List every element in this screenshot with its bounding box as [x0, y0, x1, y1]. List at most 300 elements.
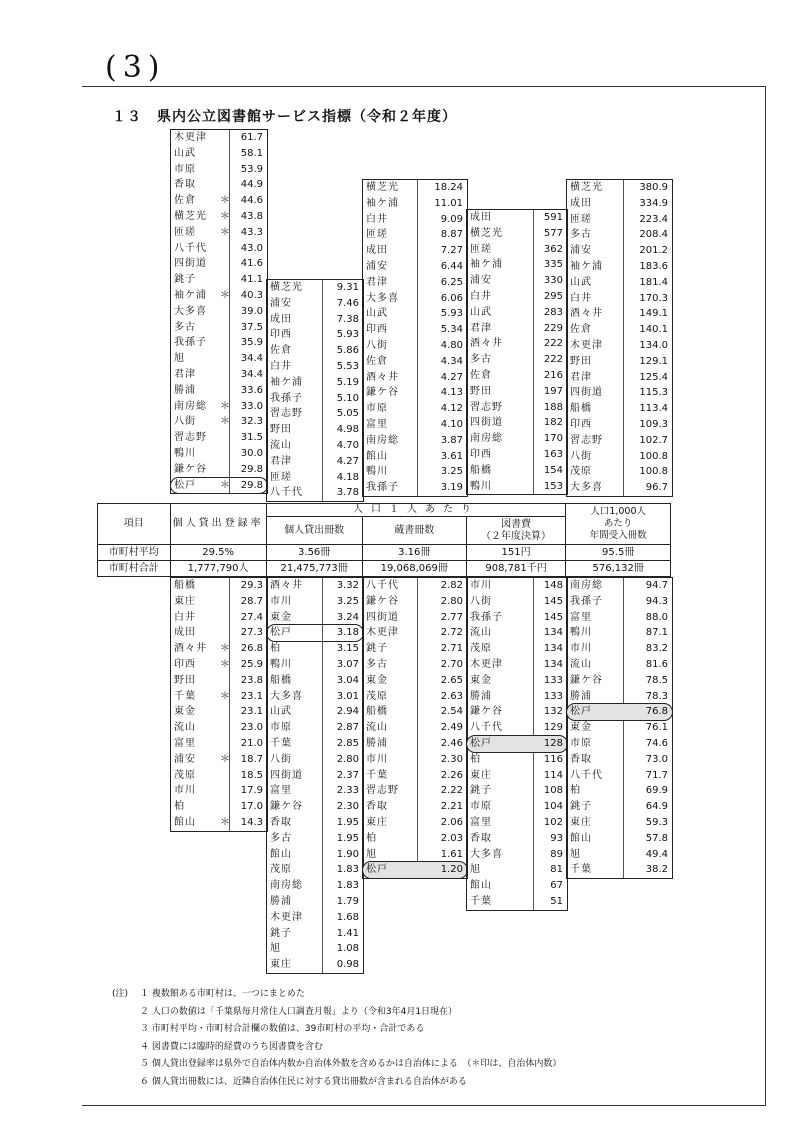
indicator-value: 2.21: [440, 801, 463, 813]
indicator-value: 128: [543, 737, 563, 749]
ranking-row: [171, 704, 267, 720]
indicator-value: 170.3: [639, 292, 668, 304]
indicator-value: 33.6: [240, 384, 263, 396]
municipality-name: 横芝光: [570, 182, 603, 193]
ranking-row: [567, 212, 672, 228]
municipality-name: 八千代: [470, 722, 503, 734]
indicator-value: 3.24: [336, 611, 359, 623]
ranking-row: [363, 433, 467, 449]
municipality-name: 成田: [470, 212, 492, 223]
indicator-value: 1.95: [336, 832, 359, 844]
indicator-value: 4.27: [440, 371, 463, 383]
ranking-row: [567, 417, 672, 433]
indicator-value: 7.27: [440, 245, 463, 257]
ranking-row: [467, 862, 567, 878]
ranking-row: [267, 610, 363, 626]
indicator-value: 25.9: [240, 658, 263, 670]
holdings-header: 蔵書冊数: [362, 517, 466, 545]
ranking-row: [363, 322, 467, 338]
municipality-name: 東庄: [270, 959, 292, 971]
municipality-name: 南房総: [270, 880, 303, 892]
ranking-row: [467, 368, 567, 384]
municipality-name: 匝瑳: [470, 243, 492, 255]
ranking-row: [363, 370, 467, 386]
municipality-name: 袖ケ浦: [570, 260, 603, 272]
ranking-row: [567, 752, 672, 768]
municipality-name: 千葉: [270, 737, 292, 749]
indicator-value: 53.9: [240, 163, 263, 175]
municipality-name: 流山: [470, 627, 492, 639]
municipality-name: 多古: [174, 321, 196, 333]
ranking-row: [171, 335, 267, 351]
municipality-name: 白井: [270, 360, 292, 372]
ranking-row: [467, 831, 567, 847]
ranking-row: [267, 343, 363, 359]
indicator-value: 113.4: [639, 403, 668, 415]
municipality-name: 鴨川: [366, 466, 388, 478]
indicator-value: 163: [543, 448, 563, 460]
ranking-row: [467, 447, 567, 463]
ranking-row: [467, 736, 567, 752]
indicator-value: 89: [550, 848, 563, 860]
ranking-row: [363, 594, 467, 610]
ranking-row: [567, 306, 672, 322]
municipality-name: 木更津: [570, 339, 603, 351]
ranking-row: [567, 370, 672, 386]
ranking-row: [567, 180, 672, 196]
indicator-value: 51: [550, 895, 563, 907]
ranking-row: [171, 689, 267, 705]
municipality-name: 酒々井: [174, 643, 207, 655]
indicator-value: 3.25: [440, 466, 463, 478]
indicator-value: 129.1: [639, 355, 668, 367]
ranking-row: [567, 354, 672, 370]
ranking-row: [467, 257, 567, 273]
acquisitions-header-line1: 人口1,000人: [590, 506, 647, 517]
municipality-name: 鎌ケ谷: [366, 387, 399, 399]
ranking-row: [467, 752, 567, 768]
municipality-name: 銚子: [270, 927, 292, 939]
ranking-row: [171, 578, 267, 594]
indicator-value: 34.4: [240, 353, 263, 365]
in-municipality-mark: ＊: [220, 816, 230, 828]
municipality-name: 流山: [270, 439, 292, 451]
ranking-row: [567, 657, 672, 673]
indicator-value: 104: [543, 801, 563, 813]
ranking-row: [267, 312, 363, 328]
municipality-name: 山武: [570, 276, 592, 288]
indicator-value: 29.8: [240, 463, 263, 475]
municipality-name: 習志野: [470, 401, 503, 413]
ranking-row: [467, 479, 567, 495]
indicator-value: 330: [543, 275, 563, 287]
indicator-value: 1.83: [336, 864, 359, 876]
indicator-value: 4.12: [440, 403, 463, 415]
municipality-name: 市原: [270, 722, 292, 734]
municipality-name: 東庄: [174, 595, 196, 607]
ranking-row: [267, 720, 363, 736]
ranking-row: [363, 401, 467, 417]
indicator-value: 31.5: [240, 432, 263, 444]
municipality-name: 野田: [470, 385, 492, 397]
ranking-row: [171, 351, 267, 367]
municipality-name: 印西: [570, 418, 592, 430]
ranking-row: [363, 815, 467, 831]
municipality-name: 旭: [270, 943, 281, 955]
indicator-value: 26.8: [240, 643, 263, 655]
ranking-row: [363, 354, 467, 370]
note-4: ４ 図書費には臨時的経費のうち図書費を含む: [140, 1041, 323, 1052]
municipality-name: 東庄: [366, 816, 388, 828]
municipality-name: 山武: [366, 308, 388, 320]
indicator-value: 5.10: [336, 392, 359, 404]
ranking-row: [267, 470, 363, 486]
municipality-name: 浦安: [470, 275, 492, 287]
municipality-name: 千葉: [366, 769, 388, 781]
municipality-name: 鴨川: [174, 447, 196, 459]
ranking-row: [267, 391, 363, 407]
indicator-value: 108: [543, 785, 563, 797]
ranking-row: [171, 815, 267, 831]
indicator-value: 2.71: [440, 643, 463, 655]
ranking-row: [171, 657, 267, 673]
indicator-value: 5.93: [440, 308, 463, 320]
ranking-row: [467, 878, 567, 894]
municipality-name: 勝浦: [470, 690, 492, 702]
municipality-name: 四街道: [174, 258, 207, 270]
municipality-name: 東金: [570, 722, 592, 734]
indicator-value: 208.4: [639, 229, 668, 241]
municipality-name: 千葉: [470, 895, 492, 907]
municipality-name: 市川: [366, 753, 388, 765]
acquisitions-header: [566, 504, 671, 545]
municipality-name: 我孫子: [174, 337, 207, 349]
municipality-name: 富里: [270, 785, 292, 797]
municipality-name: 印西: [174, 658, 196, 670]
ranking-row: [171, 130, 267, 146]
in-municipality-mark: ＊: [220, 479, 230, 491]
indicator-value: 57.8: [645, 832, 668, 844]
ranking-row: [467, 336, 567, 352]
ranking-row: [171, 320, 267, 336]
ranking-row: [467, 783, 567, 799]
ranking-row: [467, 894, 567, 910]
ranking-row: [171, 272, 267, 288]
ranking-row: [363, 673, 467, 689]
ranking-row: [171, 462, 267, 478]
municipality-name: 八街: [270, 753, 292, 765]
ranking-row: [467, 594, 567, 610]
ranking-row: [363, 847, 467, 863]
in-municipality-mark: ＊: [220, 210, 230, 222]
ranking-row: [267, 689, 363, 705]
indicator-value: 94.3: [645, 595, 668, 607]
in-municipality-mark: ＊: [220, 195, 230, 207]
indicator-value: 3.01: [336, 690, 359, 702]
indicator-value: 28.7: [240, 595, 263, 607]
municipality-name: 市原: [366, 403, 388, 415]
ranking-row: [567, 259, 672, 275]
indicator-value: 49.4: [645, 848, 668, 860]
indicator-value: 40.3: [240, 289, 263, 301]
indicator-value: 3.87: [440, 434, 463, 446]
indicator-value: 61.7: [240, 132, 263, 143]
municipality-name: 流山: [366, 722, 388, 734]
municipality-name: 大多喜: [470, 848, 503, 860]
ranking-row: [467, 321, 567, 337]
ranking-row: [467, 384, 567, 400]
loans-per-capita-upper-list: [266, 279, 364, 502]
ranking-row: [363, 736, 467, 752]
ranking-row: [363, 625, 467, 641]
municipality-name: 浦安: [366, 260, 388, 272]
item-header: 項目: [98, 504, 171, 545]
ranking-row: [171, 610, 267, 626]
page-tag: (3): [105, 50, 166, 85]
ranking-row: [363, 657, 467, 673]
indicator-value: 81: [550, 864, 563, 876]
indicator-value: 8.87: [440, 229, 463, 241]
indicator-value: 140.1: [639, 324, 668, 336]
indicator-value: 78.5: [645, 674, 668, 686]
indicator-value: 5.53: [336, 360, 359, 372]
municipality-name: 柏: [470, 753, 481, 765]
ranking-row: [267, 831, 363, 847]
municipality-name: 大多喜: [174, 305, 207, 317]
indicator-value: 2.33: [336, 785, 359, 797]
ranking-row: [267, 752, 363, 768]
indicator-value: 6.44: [440, 260, 463, 272]
municipality-name: 四街道: [570, 387, 603, 399]
ranking-row: [567, 704, 672, 720]
ranking-row: [171, 383, 267, 399]
municipality-name: 香取: [366, 801, 388, 813]
ranking-row: [267, 327, 363, 343]
indicator-value: 145: [543, 595, 563, 607]
municipality-name: 習志野: [570, 434, 603, 446]
indicator-value: 3.78: [336, 487, 359, 499]
indicator-value: 591: [543, 212, 563, 223]
ranking-row: [467, 463, 567, 479]
indicator-value: 32.3: [240, 416, 263, 428]
indicator-value: 100.8: [639, 466, 668, 478]
indicator-value: 5.86: [336, 345, 359, 357]
municipality-name: 千葉: [570, 864, 592, 876]
ranking-row: [467, 847, 567, 863]
municipality-name: 市川: [570, 643, 592, 655]
ranking-row: [171, 783, 267, 799]
indicator-value: 149.1: [639, 308, 668, 320]
total-holdings: 19,068,069冊: [362, 561, 466, 577]
indicator-value: 132: [543, 706, 563, 718]
ranking-row: [363, 783, 467, 799]
indicator-value: 2.26: [440, 769, 463, 781]
municipality-name: 松戸: [570, 706, 592, 718]
ranking-row: [171, 225, 267, 241]
municipality-name: 白井: [174, 611, 196, 623]
avg-label: 市町村平均: [98, 545, 171, 561]
municipality-name: 匝瑳: [270, 471, 292, 483]
ranking-row: [171, 673, 267, 689]
ranking-row: [567, 689, 672, 705]
ranking-row: [267, 641, 363, 657]
municipality-name: 旭: [570, 848, 581, 860]
in-municipality-mark: ＊: [220, 289, 230, 301]
indicator-value: 5.93: [336, 329, 359, 341]
ranking-row: [363, 689, 467, 705]
ranking-row: [467, 657, 567, 673]
ranking-row: [567, 610, 672, 626]
indicator-value: 133: [543, 674, 563, 686]
municipality-name: 浦安: [270, 297, 292, 309]
municipality-name: 酒々井: [470, 338, 503, 350]
indicator-value: 4.13: [440, 387, 463, 399]
ranking-row: [363, 831, 467, 847]
indicator-value: 134: [543, 643, 563, 655]
indicator-value: 67: [550, 880, 563, 892]
indicator-value: 59.3: [645, 816, 668, 828]
loans-per-capita-lower-list: [266, 577, 364, 974]
indicator-value: 27.3: [240, 627, 263, 639]
indicator-value: 30.0: [240, 447, 263, 459]
indicator-value: 2.63: [440, 690, 463, 702]
indicator-value: 3.25: [336, 595, 359, 607]
indicator-value: 154: [543, 464, 563, 476]
holdings-per-capita-upper-list: [362, 179, 468, 497]
indicator-value: 69.9: [645, 785, 668, 797]
ranking-row: [171, 146, 267, 162]
municipality-name: 鎌ケ谷: [174, 463, 207, 475]
municipality-name: 八千代: [570, 769, 603, 781]
indicator-value: 3.61: [440, 450, 463, 462]
in-municipality-mark: ＊: [220, 690, 230, 702]
municipality-name: 船橋: [570, 403, 592, 415]
ranking-row: [363, 417, 467, 433]
municipality-name: 旭: [470, 864, 481, 876]
total-acquisitions: 576,132冊: [566, 561, 671, 577]
municipality-name: 多古: [270, 832, 292, 844]
ranking-row: [267, 657, 363, 673]
municipality-name: 東金: [270, 611, 292, 623]
ranking-row: [567, 227, 672, 243]
note-3: ３ 市町村平均・市町村合計欄の数値は、39市町村の平均・合計である: [140, 1024, 425, 1034]
municipality-name: 成田: [270, 313, 292, 325]
municipality-name: 佐倉: [174, 195, 196, 207]
ranking-row: [567, 578, 672, 594]
indicator-value: 71.7: [645, 769, 668, 781]
indicator-value: 102.7: [639, 434, 668, 446]
municipality-name: 八街: [366, 339, 388, 351]
indicator-value: 1.68: [336, 911, 359, 923]
indicator-value: 4.10: [440, 418, 463, 430]
municipality-name: 館山: [270, 848, 292, 860]
ranking-row: [567, 783, 672, 799]
municipality-name: 松戸: [366, 864, 388, 876]
municipality-name: 旭: [174, 353, 185, 365]
in-municipality-mark: ＊: [220, 658, 230, 670]
municipality-name: 東庄: [570, 816, 592, 828]
municipality-name: 千葉: [174, 690, 196, 702]
municipality-name: 白井: [470, 290, 492, 302]
indicator-value: 2.80: [336, 753, 359, 765]
municipality-name: 浦安: [570, 245, 592, 257]
ranking-row: [267, 296, 363, 312]
indicator-value: 17.0: [240, 801, 263, 813]
indicator-value: 7.46: [336, 297, 359, 309]
indicator-value: 64.9: [645, 801, 668, 813]
indicator-value: 1.95: [336, 816, 359, 828]
indicator-value: 335: [543, 259, 563, 271]
indicator-value: 73.0: [645, 753, 668, 765]
municipality-name: 船橋: [174, 580, 196, 591]
loans-header: 個人貸出冊数: [266, 517, 362, 545]
note-2: ２ 人口の数値は「千葉県毎月常住人口調査月報」より（令和3年4月1日現在）: [140, 1006, 458, 1017]
per-capita-header: 人口１人あたり: [266, 504, 566, 517]
registration-rate-lower-list: [170, 577, 268, 832]
ranking-row: [267, 957, 363, 973]
book-budget-header-line1: 図書費: [501, 518, 532, 530]
municipality-name: 香取: [470, 832, 492, 844]
indicator-value: 74.6: [645, 737, 668, 749]
ranking-row: [467, 431, 567, 447]
municipality-name: 大多喜: [366, 292, 399, 304]
municipality-name: 銚子: [570, 801, 592, 813]
municipality-name: 横芝光: [366, 182, 399, 193]
municipality-name: 多古: [470, 354, 492, 366]
indicator-value: 41.1: [240, 274, 263, 286]
municipality-name: 勝浦: [174, 384, 196, 396]
municipality-name: 香取: [570, 753, 592, 765]
ranking-row: [267, 862, 363, 878]
indicator-value: 39.0: [240, 305, 263, 317]
indicator-value: 18.5: [240, 769, 263, 781]
municipality-name: 館山: [366, 450, 388, 462]
ranking-row: [267, 578, 363, 594]
ranking-row: [363, 259, 467, 275]
indicator-value: 229: [543, 322, 563, 334]
municipality-name: 南房総: [570, 580, 603, 591]
ranking-row: [467, 815, 567, 831]
ranking-row: [467, 689, 567, 705]
indicator-value: 1.20: [440, 864, 463, 876]
indicator-value: 2.54: [440, 706, 463, 718]
ranking-row: [171, 752, 267, 768]
ranking-row: [467, 242, 567, 258]
indicator-value: 148: [543, 580, 563, 591]
ranking-row: [467, 415, 567, 431]
municipality-name: 野田: [570, 355, 592, 367]
municipality-name: 佐倉: [470, 369, 492, 381]
indicator-value: 37.5: [240, 321, 263, 333]
indicator-value: 9.09: [440, 213, 463, 225]
municipality-name: 木更津: [174, 132, 207, 143]
municipality-name: 香取: [270, 816, 292, 828]
indicator-value: 81.6: [645, 658, 668, 670]
indicator-value: 2.37: [336, 769, 359, 781]
ranking-row: [267, 894, 363, 910]
ranking-row: [171, 625, 267, 641]
municipality-name: 松戸: [470, 737, 492, 749]
indicator-value: 2.30: [440, 753, 463, 765]
municipality-name: 我孫子: [470, 611, 503, 623]
municipality-name: 木更津: [270, 911, 303, 923]
municipality-name: 成田: [366, 245, 388, 257]
in-municipality-mark: ＊: [220, 753, 230, 765]
indicator-value: 4.34: [440, 355, 463, 367]
indicator-value: 2.80: [440, 595, 463, 607]
indicator-value: 2.65: [440, 674, 463, 686]
indicator-value: 4.80: [440, 339, 463, 351]
